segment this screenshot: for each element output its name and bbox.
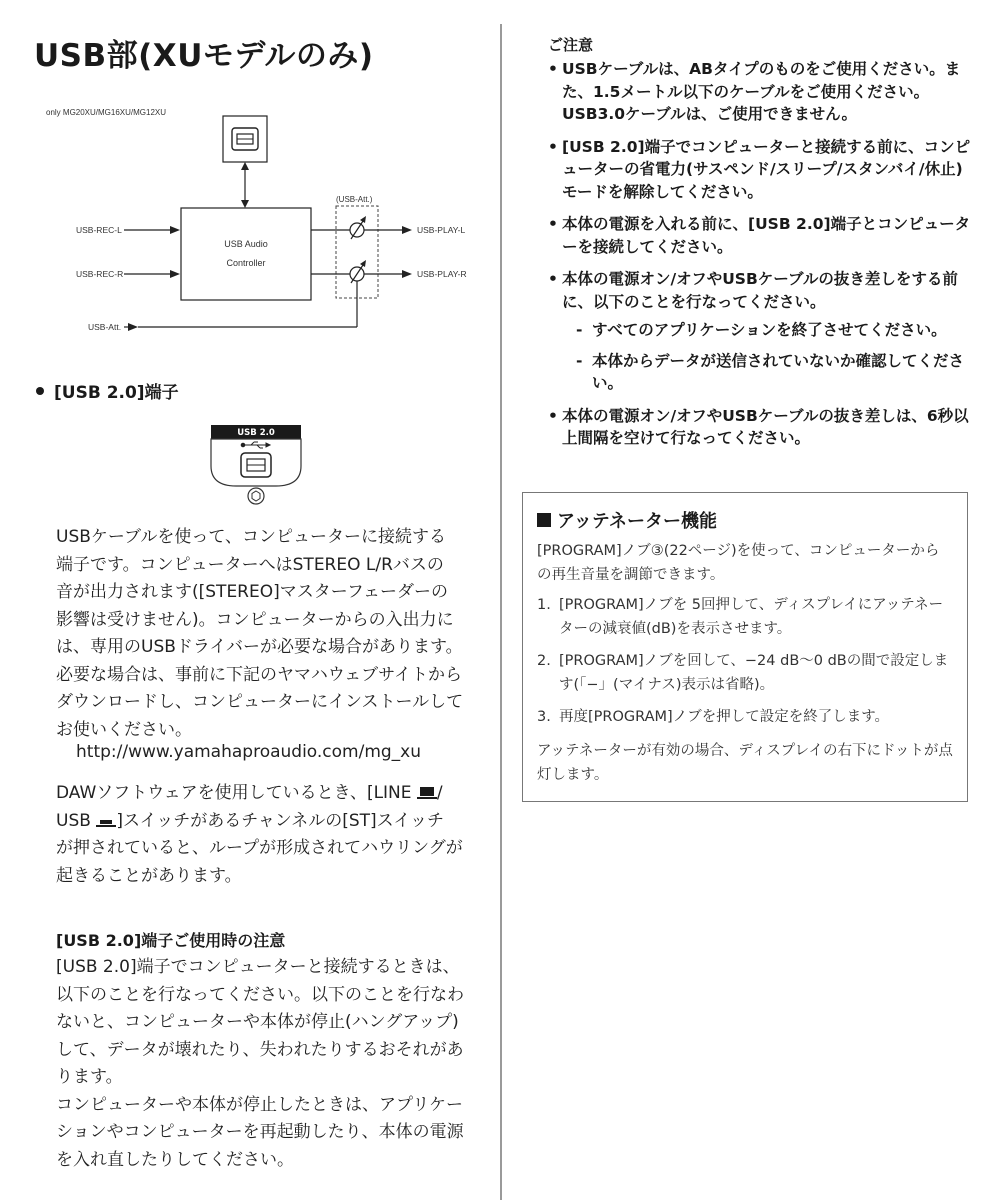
- usb-port-illustration: [210, 424, 302, 506]
- text-line: 以下のことを行なってください。以下のことを行なわ: [56, 984, 464, 1005]
- text-line: 端子です。コンピューターへはSTEREO L/Rバスの: [56, 554, 444, 575]
- yamaha-url-link[interactable]: http://www.yamahaproaudio.com/mg_xu: [76, 742, 422, 762]
- note-text: 本体の電源を入れる前に、[USB 2.0]端子とコンピューターを接続してください。: [562, 215, 971, 256]
- note-item: [548, 213, 978, 258]
- model-note: only MG20XU/MG16XU/MG12XU: [46, 108, 167, 117]
- attenuator-step: [537, 705, 953, 729]
- daw-warning-paragraph: [56, 780, 476, 890]
- bullet-marker: •: [548, 137, 558, 156]
- note-sub-list: [562, 319, 978, 395]
- notes-heading: ご注意: [548, 36, 594, 54]
- note-sub-item: [562, 319, 978, 342]
- attenuator-intro: [PROGRAM]ノブ③(22ページ)を使って、コンピューターからの再生音量を調節できます。: [537, 543, 940, 583]
- text-segment: ]スイッチがあるチャンネルの[ST]スイッチ: [116, 810, 445, 831]
- text-line: お使いください。: [56, 719, 192, 740]
- usb-port-label: USB 2.0: [237, 428, 275, 438]
- attenuator-title: [537, 507, 953, 533]
- text-line: 起きることがあります。: [56, 865, 242, 886]
- text-line: は、専用のUSBドライバーが必要な場合があります。: [56, 637, 463, 657]
- bullet-marker: •: [548, 270, 558, 288]
- attenuator-step: [537, 593, 953, 641]
- dash-marker: -: [576, 321, 583, 339]
- usb-caution-text: [56, 954, 476, 1174]
- step-text: [PROGRAM]ノブを回して、−24 dB〜0 dBの間で設定します(「−」(マイナス)表示は省略)。: [559, 653, 949, 693]
- usb-port-description: [56, 524, 476, 744]
- note-item: [548, 268, 978, 395]
- bullet-marker: •: [548, 406, 558, 425]
- line-switch-icon: [417, 786, 437, 800]
- usb-switch-icon: [96, 814, 116, 828]
- note-sub-text: すべてのアプリケーションを終了させてください。: [592, 321, 947, 339]
- arrow-rec-r: [170, 270, 180, 278]
- notes-list: [548, 58, 978, 460]
- note-item: [548, 136, 978, 204]
- ground-screw-icon: [248, 488, 264, 504]
- arrow-play-r: [402, 270, 412, 278]
- step-text: 再度[PROGRAM]ノブを押して設定を終了します。: [559, 709, 890, 725]
- text-line: して、データが壊れたり、失われたりするおそれがあ: [56, 1039, 464, 1060]
- note-sub-item: [562, 350, 978, 395]
- page-title: USB部(XUモデルのみ): [34, 38, 374, 74]
- text-line: が押されていると、ループが形成されてハウリングが: [56, 838, 463, 858]
- step-number: 2.: [537, 653, 551, 669]
- note-text: 本体の電源オン/オフやUSBケーブルの抜き差しをする前に、以下のことを行なってください。: [562, 270, 958, 311]
- usb-play-l-label: USB-PLAY-L: [417, 225, 466, 235]
- text-line: ないと、コンピューターや本体が停止(ハングアップ): [56, 1012, 459, 1032]
- step-text: [PROGRAM]ノブを 5回押して、ディスプレイにアッテネーターの減衰値(dB)を表示させます。: [559, 597, 944, 637]
- text-segment: DAWソフトウェアを使用しているとき、[LINE: [56, 783, 417, 803]
- attenuator-function-box: [522, 492, 968, 802]
- usb-att-label: USB-Att.: [88, 322, 122, 332]
- usb-port-heading: [36, 378, 179, 403]
- usb-play-r-label: USB-PLAY-R: [417, 269, 467, 279]
- text-line: USBケーブルを使って、コンピューターに接続する: [56, 527, 447, 547]
- arrow-play-l: [402, 226, 412, 234]
- text-line: を入れ直したりしてください。: [56, 1149, 294, 1170]
- text-line: 影響は受けません)。コンピューターからの入出力に: [56, 609, 454, 630]
- usb-audio-controller-box: [181, 208, 311, 300]
- text-line: コンピューターや本体が停止したときは、アプリケー: [56, 1094, 463, 1115]
- usb-port-heading-text: [USB 2.0]端子: [54, 383, 179, 403]
- step-number: 1.: [537, 597, 551, 613]
- text-line: [USB 2.0]端子でコンピューターと接続するときは、: [56, 957, 460, 977]
- attenuator-note: アッテネーターが有効の場合、ディスプレイの右下にドットが点灯します。: [537, 743, 953, 783]
- text-line: ダウンロードし、コンピューターにインストールして: [56, 692, 464, 712]
- note-item: [548, 405, 978, 450]
- square-bullet-icon: [537, 513, 551, 527]
- text-line: 音が出力されます([STEREO]マスターフェーダーの: [56, 582, 449, 602]
- att-label: (USB-Att.): [336, 195, 373, 204]
- controller-label-2: Controller: [226, 258, 266, 268]
- text-segment: /: [436, 783, 443, 803]
- usb-rec-l-label: USB-REC-L: [76, 225, 122, 235]
- column-divider: [500, 24, 502, 1200]
- text-line: ションやコンピューターを再起動したり、本体の電源: [56, 1122, 464, 1142]
- note-text: [USB 2.0]端子でコンピューターと接続する前に、コンピューターの省電力(サスペンド/スリープ/スタンバイ/休止)モードを解除してください。: [562, 137, 971, 201]
- usb-caution-heading: [USB 2.0]端子ご使用時の注意: [56, 931, 286, 950]
- note-text: 本体の電源オン/オフやUSBケーブルの抜き差しは、6秒以上間隔を空けて行なってください。: [562, 406, 969, 447]
- usb-block-diagram: [40, 100, 500, 350]
- text-segment: USB: [56, 810, 97, 831]
- attenuator-steps: [537, 593, 953, 729]
- bullet-icon: [36, 387, 44, 395]
- arrow-rec-l: [170, 226, 180, 234]
- dash-marker: -: [576, 351, 583, 370]
- note-sub-text: 本体からデータが送信されていないか確認してください。: [592, 351, 965, 392]
- usb-rec-r-label: USB-REC-R: [76, 269, 124, 279]
- controller-label-1: USB Audio: [224, 239, 268, 249]
- note-item: [548, 58, 978, 126]
- attenuator-title-text: アッテネーター機能: [557, 511, 718, 532]
- text-line: 必要な場合は、事前に下記のヤマハウェブサイトから: [56, 664, 462, 685]
- bullet-marker: •: [548, 215, 558, 233]
- bullet-marker: •: [548, 60, 558, 78]
- note-text: USBケーブルは、ABタイプのものをご使用ください。また、1.5メートル以下のケーブルをご使用ください。USB3.0ケーブルは、ご使用できません。: [562, 60, 961, 123]
- text-line: ります。: [56, 1067, 123, 1087]
- step-number: 3.: [537, 709, 551, 725]
- attenuator-step: [537, 649, 953, 697]
